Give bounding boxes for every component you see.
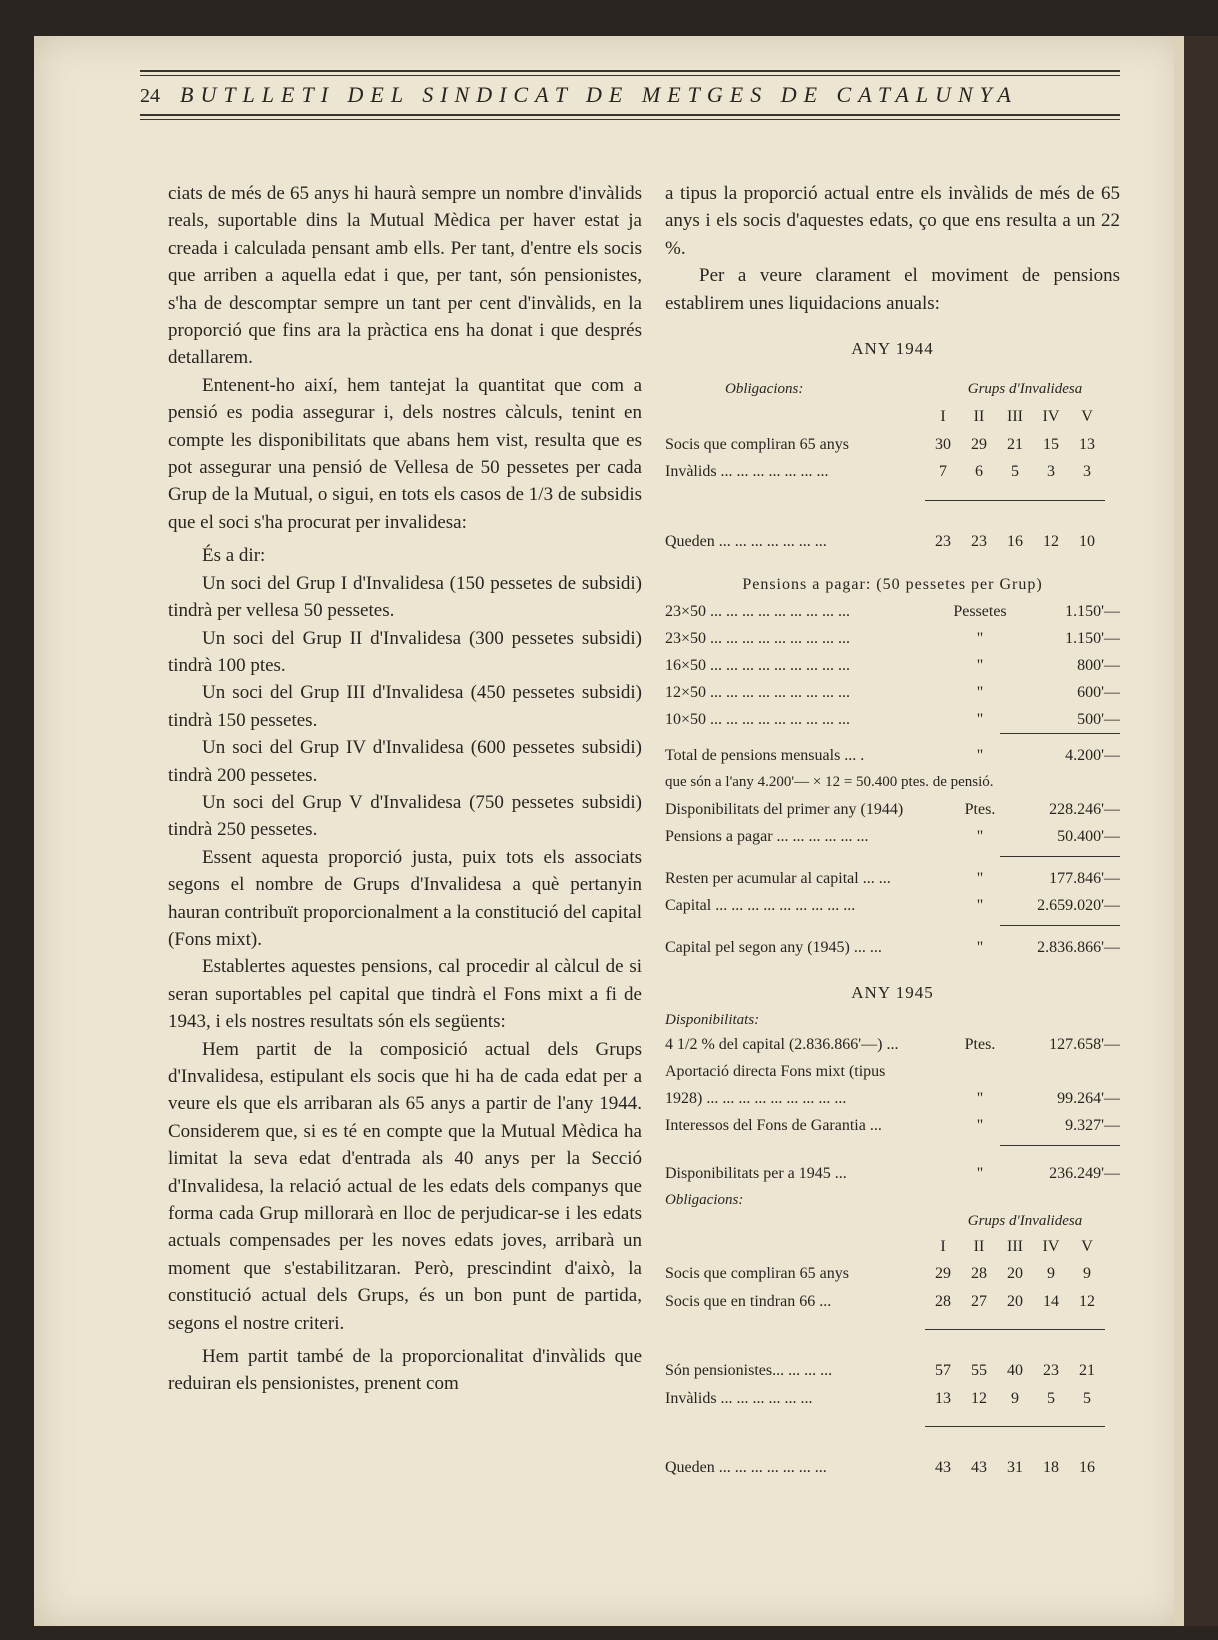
rule-row <box>665 1426 1105 1454</box>
amount-value: 228.246'— <box>1049 801 1120 819</box>
amount-label: Aportació directa Fons mixt (tipus <box>665 1062 886 1080</box>
amount-unit: " <box>976 1164 984 1182</box>
table-cell: III <box>1007 408 1023 426</box>
amount-value: 500'— <box>1077 711 1120 729</box>
pensionistes-label: Són pensionistes... ... ... ... <box>665 1362 833 1380</box>
body-paragraph: a tipus la proporció actual entre els invàlids de més de 65 anys i els socis d'aquestes edats, ço que ens resulta a un 22 %. <box>665 183 1120 259</box>
table-cell: 28 <box>935 1292 951 1310</box>
table-cell: 20 <box>1007 1292 1023 1310</box>
disponibilitats-label: Disponibilitats: <box>665 1011 760 1028</box>
row-label: Socis que compliran 65 anys <box>665 1265 849 1283</box>
amount-label: Disponibilitats per a 1945 ... <box>665 1164 847 1182</box>
journal-title: BUTLLETI DEL SINDICAT DE METGES DE CATALUNYA <box>180 82 1018 107</box>
obligacions-label-1945: Obligacions: <box>665 1191 744 1208</box>
table-row <box>665 1260 1105 1287</box>
table-cell: 27 <box>971 1292 987 1310</box>
rule-cell <box>961 1426 997 1454</box>
amount-unit: " <box>976 747 984 765</box>
amount-unit: " <box>976 870 984 888</box>
balance-row <box>665 865 1120 892</box>
rule-cell <box>1069 500 1105 528</box>
row-label: Socis que compliran 65 anys <box>665 435 849 453</box>
rule-cell <box>1033 1426 1069 1454</box>
body-paragraph: Hem partit de la composició actual dels Grups d'Invalidesa, estipulant els socis que hi ha de cada edat per a veure els que els arribaran als 65 anys a partir de l'any 1944. Considerem que, si es té en compte que la Mutual Mèdica ha limitat la seva edat d'entrada als 40 anys per la Secció d'Invalidesa, la relació actual de les edats dels companys que forma cada Grup millorarà en lloc de perjudicar-se i les edats actuals compensades per les noves edats joves, arribarà un moment que s'estabilitzaran. Però, prescindint d'això, la constitució actual dels Grups, és un bon punt de partida, segons el nostre criteri. <box>168 1038 642 1334</box>
grups-label-1945: Grups d'Invalidesa <box>967 1213 1083 1230</box>
amount-label: Total de pensions mensuals ... . <box>665 747 865 765</box>
amount-label: Resten per acumular al capital ... ... <box>665 870 891 888</box>
rule-cell <box>925 1330 961 1358</box>
spacer-row <box>665 486 1105 501</box>
table-row <box>665 458 1105 485</box>
table-cell: 6 <box>975 463 983 481</box>
table-cell: 28 <box>971 1265 987 1283</box>
year-1944-heading: ANY 1944 <box>851 339 934 359</box>
table-row <box>665 1454 1105 1481</box>
amount-value: 177.846'— <box>1049 870 1120 888</box>
table-cell: 23 <box>935 532 951 550</box>
amount-label: Capital pel segon any (1945) ... ... <box>665 939 882 957</box>
table-cell: 30 <box>935 435 951 453</box>
disponibilitat-row <box>665 1112 1120 1139</box>
amount-unit: " <box>976 897 984 915</box>
amount-unit: " <box>976 630 984 648</box>
balance-row <box>665 796 1120 823</box>
table-cell: I <box>940 408 946 426</box>
obligacions-label-1944: Obligacions: <box>725 381 804 398</box>
disponibilitat-row <box>665 1085 1120 1112</box>
table-cell: IV <box>1042 408 1060 426</box>
amount-label: 10×50 ... ... ... ... ... ... ... ... ... <box>665 711 851 729</box>
amount-label: Capital ... ... ... ... ... ... ... ... ... <box>665 897 856 915</box>
running-header <box>140 70 1120 120</box>
table-cell: 13 <box>1079 435 1095 453</box>
table-cell: 14 <box>1043 1292 1059 1310</box>
table-cell: 7 <box>939 463 947 481</box>
table-cell: 16 <box>1079 1458 1095 1476</box>
body-paragraph: Un soci del Grup IV d'Invalidesa (600 pessetes subsidi) tindrà 200 pessetes. <box>168 737 642 786</box>
rule-cell <box>1069 1426 1105 1454</box>
table-cell: 3 <box>1083 463 1091 481</box>
table-cell: 16 <box>1007 532 1023 550</box>
amount-value: 4.200'— <box>1065 747 1120 765</box>
table-cell: 3 <box>1047 463 1055 481</box>
header-rule-bottom-thin <box>140 119 1120 120</box>
rule-cell <box>997 500 1033 528</box>
amount-value: 50.400'— <box>1057 828 1120 846</box>
table-cell: 57 <box>935 1362 951 1380</box>
grups-label-1944: Grups d'Invalidesa <box>967 381 1083 398</box>
amount-value: 236.249'— <box>1049 1164 1120 1182</box>
table-cell: III <box>1007 1237 1023 1255</box>
body-paragraph: Per a veure clarament el moviment de pensions establirem unes liquidacions anuals: <box>665 265 1120 314</box>
rule-cell <box>997 1330 1033 1358</box>
spacer <box>665 486 1105 501</box>
year-1945-heading: ANY 1945 <box>851 983 934 1003</box>
body-paragraph: Un soci del Grup II d'Invalidesa (300 pessetes subsidi) tindrà 100 ptes. <box>168 627 642 676</box>
book-binding-edge <box>1184 36 1218 1626</box>
rule-cell <box>1069 1330 1105 1358</box>
pensions-heading: Pensions a pagar: (50 pessetes per Grup) <box>742 576 1043 594</box>
rule-cell <box>1033 500 1069 528</box>
table-cell: 5 <box>1011 463 1019 481</box>
amount-value: 2.836.866'— <box>1037 939 1120 957</box>
table-cell: 20 <box>1007 1265 1023 1283</box>
amount-unit: " <box>976 711 984 729</box>
body-paragraph: Essent aquesta proporció justa, puix tots els associats segons el nombre de Grups d'Invalidesa a què pertanyin hauran contribuït proporcionalment a la constitució del capital (Fons mixt). <box>168 846 642 950</box>
table-cell: 9 <box>1083 1265 1091 1283</box>
body-paragraph: Un soci del Grup V d'Invalidesa (750 pessetes subsidi) tindrà 250 pessetes. <box>168 791 642 841</box>
queden-label: Queden ... ... ... ... ... ... ... <box>665 1458 827 1476</box>
amount-unit: Pessetes <box>953 603 1007 621</box>
table-cell: 43 <box>971 1458 987 1476</box>
table-row <box>665 1385 1105 1412</box>
right-column <box>665 180 1120 1481</box>
rule-cell <box>961 500 997 528</box>
amount-unit: " <box>976 828 984 846</box>
rule-spacer <box>665 500 925 528</box>
table-cell: 5 <box>1083 1389 1091 1407</box>
table-cell: 40 <box>1007 1362 1023 1380</box>
table-cell: I <box>940 1237 946 1255</box>
amount-value: 127.658'— <box>1049 1035 1120 1053</box>
amount-label: 23×50 ... ... ... ... ... ... ... ... ... <box>665 603 851 621</box>
spacer <box>665 1412 1105 1427</box>
amount-value: 1.150'— <box>1065 603 1120 621</box>
amount-unit: " <box>976 684 984 702</box>
amount-unit: " <box>976 657 984 675</box>
table-row <box>665 1233 1105 1260</box>
rule-cell <box>925 500 961 528</box>
obligations-table-1945 <box>665 1233 1105 1481</box>
rule-spacer <box>665 1330 925 1358</box>
amount-unit: Ptes. <box>964 801 996 819</box>
pension-row <box>665 625 1120 652</box>
table-cell: 12 <box>1043 532 1059 550</box>
amount-label: Disponibilitats del primer any (1944) <box>665 801 904 819</box>
invalids-label: Invàlids ... ... ... ... ... ... <box>665 1389 813 1407</box>
table-row <box>665 528 1105 555</box>
annual-pension-text: que són a l'any 4.200'— × 12 = 50.400 ptes. de pensió. <box>665 774 994 791</box>
row-label: Socis que en tindran 66 ... <box>665 1292 832 1310</box>
amount-value: 600'— <box>1077 684 1120 702</box>
table-row <box>665 1288 1105 1315</box>
table-cell: 10 <box>1079 532 1095 550</box>
table-cell: 23 <box>971 532 987 550</box>
body-paragraph: Hem partit també de la proporcionalitat d'invàlids que reduiran els pensionistes, prenent com <box>168 1346 642 1395</box>
table-cell: 12 <box>1079 1292 1095 1310</box>
table-cell: 9 <box>1047 1265 1055 1283</box>
amount-label: 23×50 ... ... ... ... ... ... ... ... ... <box>665 630 851 648</box>
amount-value: 9.327'— <box>1065 1116 1120 1134</box>
balance-row <box>665 892 1120 919</box>
amount-value: 2.659.020'— <box>1037 897 1120 915</box>
table-cell: 55 <box>971 1362 987 1380</box>
amount-unit: Ptes. <box>964 1035 996 1053</box>
amount-label: 16×50 ... ... ... ... ... ... ... ... ... <box>665 657 851 675</box>
disponibilitat-total-row <box>665 1160 1120 1187</box>
body-paragraph: Entenent-ho així, hem tantejat la quantitat que com a pensió es podia assegurar i, dels nostres càlculs, tenint en compte les disponibilitats que abans hem vist, resulta que es pot assegurar una pensió de Vellesa de 50 pessetes per cada Grup de la Mutual, o sigui, en tots els casos de 1/3 de subsidis que el soci s'ha procurat per invalidesa: <box>168 374 642 533</box>
capital-row <box>665 934 1120 961</box>
body-paragraph: Establertes aquestes pensions, cal procedir al càlcul de si seran suportables pel capital que tindrà el Fons mixt a fi de 1943, i els nostres resultats són els següents: <box>168 956 642 1033</box>
table-row <box>665 1357 1105 1384</box>
body-paragraph: Un soci del Grup III d'Invalidesa (450 pessetes subsidi) tindrà 150 pessetes. <box>168 682 642 731</box>
obligations-table-1944 <box>665 403 1105 555</box>
table-cell: 9 <box>1011 1389 1019 1407</box>
rule-cell <box>925 1426 961 1454</box>
header-rule-top <box>140 70 1120 72</box>
amount-label: 1928) ... ... ... ... ... ... ... ... ... <box>665 1089 847 1107</box>
body-paragraph: És a dir: <box>202 545 266 567</box>
amount-value: 1.150'— <box>1065 630 1120 648</box>
table-cell: V <box>1081 408 1093 426</box>
table-row <box>665 403 1105 430</box>
amount-value: 99.264'— <box>1057 1089 1120 1107</box>
table-cell: IV <box>1042 1237 1060 1255</box>
amount-label: 4 1/2 % del capital (2.836.866'—) ... <box>665 1035 899 1053</box>
amount-label: 12×50 ... ... ... ... ... ... ... ... ... <box>665 684 851 702</box>
spacer-row <box>665 1315 1105 1330</box>
table-cell: 5 <box>1047 1389 1055 1407</box>
row-label: Invàlids ... ... ... ... ... ... ... <box>665 463 829 481</box>
amount-unit: " <box>976 1089 984 1107</box>
group-header <box>665 403 925 430</box>
table-cell: 31 <box>1007 1458 1023 1476</box>
table-cell: 13 <box>935 1389 951 1407</box>
total-row <box>665 742 1120 769</box>
body-paragraph: ciats de més de 65 anys hi haurà sempre un nombre d'invàlids reals, suportable dins la Mutual Mèdica per haver estat ja creada i calculada pensant amb ells. Per tant, d'entre els socis que arriben a aquella edat i que, per tant, són pensionistes, s'ha de descomptar sempre un tant per cent d'invàlids, en la proporció que fins ara la pràctica ens ha donat i que després detallarem. <box>168 183 642 369</box>
group-header <box>665 1233 925 1260</box>
body-paragraph: Un soci del Grup I d'Invalidesa (150 pessetes de subsidi) tindrà per vellesa 50 pessetes. <box>168 572 642 622</box>
rule-row <box>665 500 1105 528</box>
table-cell: V <box>1081 1237 1093 1255</box>
header-rule-top-thin <box>140 75 1120 76</box>
table-cell: 29 <box>971 435 987 453</box>
page-number: 24 <box>140 85 160 107</box>
table-cell: 15 <box>1043 435 1059 453</box>
pension-row <box>665 706 1120 733</box>
amount-label: Interessos del Fons de Garantia ... <box>665 1116 882 1134</box>
table-cell: 21 <box>1079 1362 1095 1380</box>
rule-cell <box>997 1426 1033 1454</box>
pension-row <box>665 598 1120 625</box>
table-cell: 18 <box>1043 1458 1059 1476</box>
pension-row <box>665 679 1120 706</box>
header-rule-bottom <box>140 114 1120 116</box>
balance-row <box>665 823 1120 850</box>
rule-row <box>665 1330 1105 1358</box>
pension-row <box>665 652 1120 679</box>
amount-unit: " <box>976 1116 984 1134</box>
table-row <box>665 431 1105 458</box>
spacer-row <box>665 1412 1105 1427</box>
spacer <box>665 1315 1105 1330</box>
left-column <box>168 180 642 1398</box>
table-cell: II <box>973 408 985 426</box>
table-cell: 29 <box>935 1265 951 1283</box>
amount-label: Pensions a pagar ... ... ... ... ... ... <box>665 828 869 846</box>
table-cell: 23 <box>1043 1362 1059 1380</box>
table-cell: II <box>973 1237 985 1255</box>
rule-cell <box>961 1330 997 1358</box>
rule-cell <box>1033 1330 1069 1358</box>
queden-label: Queden ... ... ... ... ... ... ... <box>665 532 827 550</box>
table-cell: 21 <box>1007 435 1023 453</box>
disponibilitat-row <box>665 1031 1120 1058</box>
next-page-edge <box>1174 36 1184 1626</box>
table-cell: 43 <box>935 1458 951 1476</box>
amount-unit: " <box>976 939 984 957</box>
table-cell: 12 <box>971 1389 987 1407</box>
rule-spacer <box>665 1426 925 1454</box>
disponibilitat-row <box>665 1058 1120 1085</box>
amount-value: 800'— <box>1077 657 1120 675</box>
